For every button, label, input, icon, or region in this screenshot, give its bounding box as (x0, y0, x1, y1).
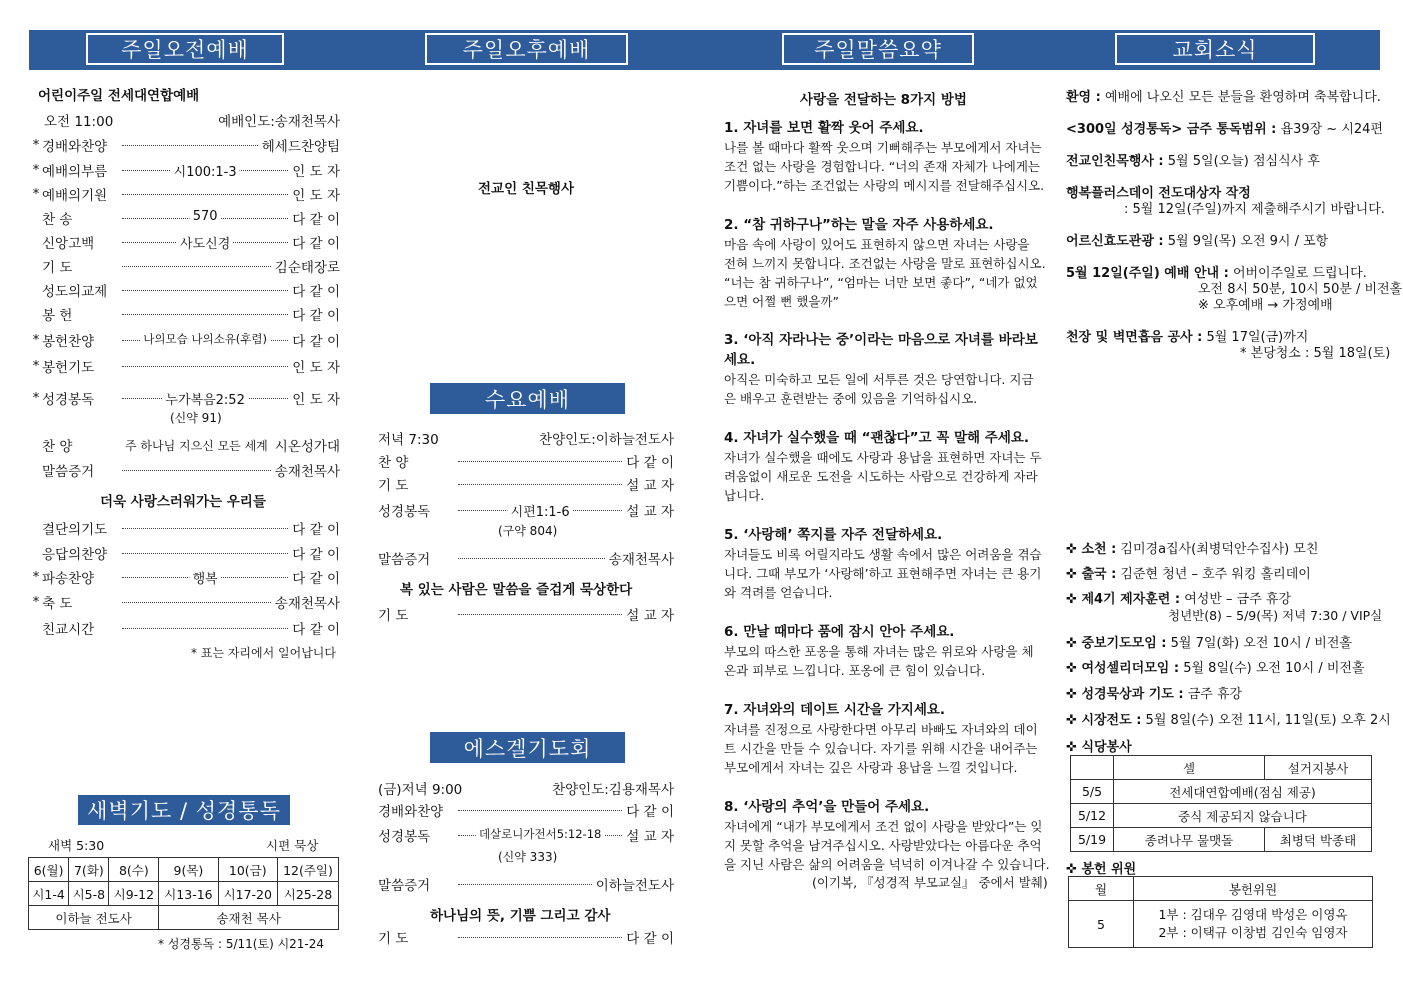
order-dots (122, 145, 258, 146)
news-text: 어버이주일로 드립니다. (1232, 266, 1367, 281)
order-val: 다 같 이 (292, 212, 340, 228)
offering-line-2: 2부 : 이택규 이창범 김인숙 임영자 (1158, 925, 1348, 940)
order-mid: 행복 (190, 568, 221, 587)
news-text: 5월 17일(금)까지 (1206, 330, 1309, 345)
bullet-label: 제4기 제자훈련 : (1081, 592, 1181, 607)
cafe-header-cell: 셀 (1114, 756, 1265, 780)
summary-paragraph (724, 642, 1042, 680)
order-mark: * (32, 594, 40, 610)
order-row (30, 232, 340, 252)
bullet-text: 김준현 청년 – 호주 워킹 홀리데이 (1120, 567, 1311, 582)
news-welcome (1066, 86, 1381, 105)
morning-title: 어린이주일 전세대연합예배 (38, 88, 200, 104)
order-row (30, 356, 340, 376)
order-dots (122, 266, 271, 267)
eskel-service (378, 776, 674, 956)
order-name: 예배의부름 (42, 164, 108, 180)
order-name: 기 도 (378, 931, 409, 947)
summary-section (724, 426, 1042, 505)
order-val: 다 같 이 (292, 308, 340, 324)
order-name: 봉 헌 (42, 308, 73, 324)
order-name: 성경봉독 (42, 392, 95, 408)
dawn-day: 6(월) (29, 858, 69, 882)
order-val: 인 도 자 (292, 164, 340, 180)
order-val: 다 같 이 (626, 931, 674, 947)
summary-paragraph (724, 817, 1050, 874)
order-name: 기 도 (378, 608, 409, 624)
summary-line: 니다. 그때 부모가 ‘사랑해’하고 표현해주면 자녀는 큰 용기 (724, 566, 1042, 581)
order-dots (122, 208, 288, 224)
news-youth: 청년반(8) – 5/9(목) 저녁 7:30 / VIP실 (1168, 608, 1383, 623)
order-row (378, 800, 674, 820)
bullet-text: 5월 8일(수) 오전 10시 / 비전홀 (1183, 661, 1365, 676)
summary-line: 자녀를 진정으로 사랑한다면 아무리 바빠도 자녀와의 데이 (724, 722, 1038, 737)
wednesday-sermon-title: 복 있는 사람은 말씀을 즐겁게 묵상한다 (400, 582, 633, 598)
order-mid: 누가복음2:52 (162, 389, 247, 408)
order-mid: 주 하나님 지으신 모든 세계 (125, 438, 268, 453)
news-text: 5월 9일(목) 오전 9시 / 포항 (1167, 234, 1329, 249)
order-dots (122, 236, 288, 252)
cafe-dish: 최병덕 박종태 (1265, 828, 1372, 852)
summary-paragraph (724, 235, 1046, 311)
order-mid: 데살로니가전서5:12-18 (476, 826, 604, 842)
order-dots (122, 366, 288, 367)
wednesday-sermon-row (378, 548, 674, 568)
news-may12-3: ※ 오후예배 → 가정예배 (1198, 298, 1333, 313)
morning-leader: 예배인도:송재천목사 (218, 114, 340, 130)
summary-paragraph (724, 138, 1045, 195)
order-val: 다 같 이 (292, 284, 340, 300)
order-dots (458, 826, 622, 841)
afternoon-header: 주일오후예배 (425, 33, 628, 65)
wednesday-scripture-sub: (구약 804) (498, 524, 558, 538)
cafe-cell: 전세대연합예배(점심 제공) (1114, 780, 1372, 804)
cross-circle-icon: ✜ (1066, 636, 1077, 651)
bullet-label: 출국 : (1081, 567, 1117, 582)
summary-line: 온과 피부로 느낍니다. 포옹에 큰 힘이 있습니다. (724, 663, 986, 678)
bullet-label: 식당봉사 (1081, 740, 1132, 755)
order-row (378, 825, 674, 845)
order-row (30, 160, 340, 180)
bullet-label: 여성셀리더모임 : (1081, 661, 1180, 676)
morning-note: * 표는 자리에서 일어납니다 (191, 646, 336, 660)
wednesday-header: 수요예배 (430, 383, 625, 414)
order-dots (458, 810, 622, 811)
order-name: 찬 양 (378, 455, 409, 471)
bullet-text: 여성반 – 금주 휴강 (1184, 592, 1292, 607)
order-dots (458, 504, 622, 520)
order-row (378, 451, 674, 471)
news-happy-label: 행복플러스데이 전도대상자 작정 (1066, 186, 1251, 201)
news-text: 욥39장 ~ 시24편 (1280, 122, 1383, 137)
order-dots (122, 194, 288, 195)
order-val: 이하늘전도사 (595, 878, 674, 894)
wednesday-service (378, 426, 674, 626)
eskel-leader: 찬양인도:김용재목사 (552, 782, 674, 798)
order-name: 봉헌찬양 (42, 334, 95, 350)
cafe-date: 5/19 (1071, 828, 1114, 852)
cafe-date: 5/5 (1071, 780, 1114, 804)
news-fellowship (1066, 150, 1320, 169)
summary-paragraph (724, 545, 1042, 602)
order-name: 응답의찬양 (42, 547, 108, 563)
order-val: 인 도 자 (292, 188, 340, 204)
order-dots (122, 164, 288, 180)
news-happy: : 5월 12일(주일)까지 제출해주시기 바랍니다. (1124, 202, 1385, 217)
cross-circle-icon: ✜ (1066, 567, 1077, 582)
cafe-table (1070, 755, 1372, 852)
offering-members (1134, 901, 1373, 948)
dawn-reading: 시9-12 (109, 882, 159, 906)
order-dots (122, 331, 288, 346)
cafe-header-dish: 설거지봉사 (1265, 756, 1372, 780)
news-text: 5월 5일(오늘) 점심식사 후 (1167, 154, 1320, 169)
wednesday-time: 저녁 7:30 (378, 432, 439, 448)
wednesday-prayer-row (378, 604, 674, 624)
news-header: 교회소식 (1115, 33, 1315, 65)
order-val: 설 교 자 (626, 829, 674, 845)
offering-month: 5 (1069, 901, 1134, 948)
summary-heading: 4. 자녀가 실수했을 때 “괜찮다”고 꼭 말해 주세요. (724, 430, 1030, 446)
dawn-time: 새벽 5:30 (48, 838, 105, 853)
order-name: 성경봉독 (378, 504, 431, 520)
order-row (30, 543, 340, 563)
order-name: 신앙고백 (42, 236, 95, 252)
afternoon-event: 전교인 친목행사 (478, 181, 574, 197)
offering-header-month: 월 (1069, 877, 1134, 901)
summary-line: 부모의 따스한 포옹을 통해 자녀는 많은 위로와 사랑을 체 (724, 644, 1034, 659)
summary-heading: 2. “참 귀하구나”하는 말을 자주 사용하세요. (724, 217, 994, 233)
summary-line: 마음 속에 사랑이 있어도 표현하지 않으면 자녀는 사랑을 (724, 237, 1030, 252)
order-dots (122, 571, 288, 587)
news-ceiling-2: * 본당청소 : 5월 18일(토) (1240, 346, 1391, 361)
order-name: 친교시간 (42, 622, 95, 638)
order-row (30, 592, 340, 612)
dawn-header: 새벽기도 / 성경통독 (78, 795, 290, 825)
news-elder (1066, 230, 1328, 249)
order-dots (122, 628, 288, 629)
cross-circle-icon: ✜ (1066, 592, 1077, 607)
cross-circle-icon: ✜ (1066, 713, 1077, 728)
summary-header: 주일말씀요약 (782, 33, 974, 65)
order-row (30, 518, 340, 538)
cafe-date: 5/12 (1071, 804, 1114, 828)
order-val: 다 같 이 (292, 334, 340, 350)
order-name: 결단의기도 (42, 522, 108, 538)
order-val: 헤세드찬양팀 (261, 139, 340, 155)
news-may12-2: 오전 8시 50분, 10시 50분 / 비전홀 (1198, 282, 1403, 297)
order-name: 파송찬양 (42, 571, 95, 587)
dawn-day: 7(화) (69, 858, 109, 882)
news-label: 환영 : (1066, 90, 1101, 105)
summary-line: 트 시간을 만들 수 있습니다. 자기를 위해 시간을 내어주는 (724, 741, 1038, 756)
dawn-table (28, 857, 339, 930)
order-val: 김순태장로 (274, 260, 340, 276)
order-dots (122, 392, 288, 408)
dawn-reading: 시13-16 (159, 882, 218, 906)
summary-line: 와 격려를 얻습니다. (724, 585, 833, 600)
news-bullet (1066, 538, 1318, 557)
news-bullet (1066, 709, 1391, 728)
cross-circle-icon: ✜ (1066, 862, 1077, 877)
news-label: 천장 및 벽면흡음 공사 : (1066, 330, 1203, 345)
order-row (30, 208, 340, 228)
eskel-time: (금)저녁 9:00 (378, 782, 463, 798)
order-name: 성경봉독 (378, 829, 431, 845)
cafe-cell: 중식 제공되지 않습니다 (1114, 804, 1372, 828)
morning-header: 주일오전예배 (86, 33, 284, 65)
dawn-reading: 시25-28 (277, 882, 338, 906)
order-mid: 570 (190, 209, 221, 224)
summary-line: “너는 참 귀하구나”, “엄마는 너만 보면 좋다”, “네가 없었 (724, 275, 1038, 290)
order-row (30, 618, 340, 638)
bullet-label: 시장전도 : (1081, 713, 1142, 728)
summary-line: 자녀에게 “내가 부모에게서 조건 없이 사랑을 받았다”는 잊 (724, 819, 1043, 834)
order-row (378, 500, 674, 520)
summary-line: 자녀들도 비록 어릴지라도 생활 속에서 많은 어려움을 겪습 (724, 547, 1042, 562)
summary-line: 은 배우고 훈련받는 중에 있음을 기억하십시오. (724, 391, 978, 406)
dawn-reading: 시1-4 (29, 882, 69, 906)
morning-sermon-row (30, 460, 340, 480)
order-dots (458, 461, 622, 462)
summary-title: 사랑을 전달하는 8가지 방법 (800, 92, 967, 108)
order-row (30, 567, 340, 587)
summary-paragraph (724, 448, 1042, 505)
morning-scripture-sub: (신약 91) (170, 411, 222, 425)
order-val: 송재천목사 (274, 596, 340, 612)
summary-source: (이기복, 『성경적 부모교실』 중에서 발췌) (812, 875, 1048, 890)
eskel-prayer-row (378, 927, 674, 947)
order-val: 인 도 자 (292, 392, 340, 408)
cross-circle-icon: ✜ (1066, 661, 1077, 676)
cross-circle-icon: ✜ (1066, 740, 1077, 755)
summary-section (724, 328, 1042, 408)
order-mark: * (32, 390, 40, 406)
order-val: 다 같 이 (292, 236, 340, 252)
morning-chanyang-row (30, 435, 340, 455)
summary-paragraph (724, 720, 1042, 777)
news-label: <300일 성경통독> 금주 통독범위 : (1066, 122, 1277, 137)
eskel-sermon-row (378, 874, 674, 894)
summary-line: 나를 볼 때마다 활짝 웃으며 기뻐해주는 부모에게서 자녀는 (724, 140, 1042, 155)
order-val: 다 같 이 (626, 804, 674, 820)
order-mark: * (32, 137, 40, 153)
summary-section (724, 795, 1050, 874)
order-row (378, 474, 674, 494)
order-row (30, 280, 340, 300)
news-bullet (1066, 736, 1132, 755)
summary-line: 조건 없는 사랑을 경험합니다. “너의 존재 자체가 나에게는 (724, 159, 1040, 174)
order-val: 다 같 이 (292, 522, 340, 538)
summary-line: 부모에게서 자녀는 깊은 사랑과 용납을 느낄 것입니다. (724, 760, 1018, 775)
order-name: 기 도 (378, 478, 409, 494)
news-bullet (1066, 563, 1311, 582)
summary-line: 려움없이 새로운 도전을 시도하는 사람으로 건강하게 자라 (724, 469, 1038, 484)
order-name: 경배와찬양 (378, 804, 444, 820)
summary-heading: 3. ‘아직 자라나는 중’이라는 마음으로 자녀를 바라보세요. (724, 332, 1038, 368)
order-mid: 사도신경 (177, 233, 233, 252)
summary-section (724, 620, 1042, 680)
dawn-reading: 시17-20 (218, 882, 277, 906)
summary-body (724, 116, 1050, 892)
summary-heading: 5. ‘사랑해’ 쪽지를 자주 전달하세요. (724, 527, 943, 543)
morning-time: 오전 11:00 (44, 114, 114, 130)
news-bullet (1066, 632, 1352, 651)
order-row (30, 330, 340, 350)
summary-heading: 1. 자녀를 보면 활짝 웃어 주세요. (724, 120, 924, 136)
order-name: 찬 송 (42, 212, 73, 228)
order-name: 말씀증거 (378, 552, 431, 568)
order-val: 다 같 이 (292, 622, 340, 638)
morning-service (30, 82, 340, 672)
bullet-label: 소천 : (1081, 542, 1117, 557)
order-val: 다 같 이 (292, 571, 340, 587)
order-row (30, 135, 340, 155)
cross-circle-icon: ✜ (1066, 687, 1077, 702)
offering-line-1: 1부 : 김대우 김영대 박성은 이영옥 (1158, 907, 1348, 922)
order-name: 봉헌기도 (42, 360, 95, 376)
news-label: 5월 12일(주일) 예배 안내 : (1066, 266, 1229, 281)
summary-heading: 6. 만날 때마다 품에 잠시 안아 주세요. (724, 624, 955, 640)
eskel-scripture-sub: (신약 333) (498, 850, 558, 864)
order-dots (122, 290, 288, 291)
order-val: 다 같 이 (626, 455, 674, 471)
order-mid: 나의모습 나의소유(후렴) (140, 331, 270, 347)
summary-section (724, 213, 1046, 311)
order-dots (122, 602, 271, 603)
summary-line: 납니다. (724, 488, 765, 503)
news-reading (1066, 118, 1383, 137)
morning-sermon-title: 더욱 사랑스러워가는 우리들 (100, 494, 266, 510)
order-val: 설 교 자 (626, 478, 674, 494)
order-dots (458, 484, 622, 485)
order-mark: * (32, 162, 40, 178)
news-bullet (1066, 683, 1242, 702)
bullet-label: 성경묵상과 기도 : (1081, 687, 1184, 702)
offering-label-wrap (1066, 858, 1136, 877)
news-label: 전교인친목행사 : (1066, 154, 1164, 169)
order-row (30, 388, 340, 408)
order-val: 송재천목사 (274, 464, 340, 480)
bullet-label: 중보기도모임 : (1081, 636, 1167, 651)
summary-line: 전혀 느끼지 못합니다. 조건없는 사랑을 말로 표현하십시오. (724, 256, 1046, 271)
cross-circle-icon: ✜ (1066, 542, 1077, 557)
offering-header-members: 봉헌위원 (1134, 877, 1373, 901)
order-val: 시온성가대 (274, 439, 340, 455)
dawn-day: 8(수) (109, 858, 159, 882)
order-dots (122, 528, 288, 529)
bullet-text: 5월 7일(화) 오전 10시 / 비전홀 (1170, 636, 1352, 651)
order-val: 설 교 자 (626, 504, 674, 520)
order-name: 성도의교제 (42, 284, 108, 300)
order-dots (122, 314, 288, 315)
dawn-reading: 시5-8 (69, 882, 109, 906)
order-row (30, 304, 340, 324)
order-name: 예배의기원 (42, 188, 108, 204)
order-val: 인 도 자 (292, 360, 340, 376)
dawn-day: 9(목) (159, 858, 218, 882)
order-row (30, 256, 340, 276)
order-mark: * (32, 332, 40, 348)
summary-line: 기쁨이다.”하는 조건없는 사랑의 메시지를 전달해주십시오. (724, 178, 1045, 193)
order-val: 송재천목사 (608, 552, 674, 568)
order-dots (122, 553, 288, 554)
summary-section (724, 698, 1042, 777)
order-name: 말씀증거 (378, 878, 431, 894)
order-mark: * (32, 569, 40, 585)
dawn-day: 10(금) (218, 858, 277, 882)
summary-section (724, 116, 1045, 195)
dawn-note: * 성경통독 : 5/11(토) 시21-24 (158, 937, 325, 951)
order-name: 경배와찬양 (42, 139, 108, 155)
order-mid: 시100:1-3 (171, 161, 240, 180)
summary-heading: 7. 자녀와의 데이트 시간을 가지세요. (724, 702, 946, 718)
order-mark: * (32, 186, 40, 202)
summary-line: 지 못할 추억을 남겨주십시오. 사랑받았다는 아름다운 추억 (724, 838, 1042, 853)
order-name: 기 도 (42, 260, 73, 276)
dawn-leader-2: 송재천 목사 (159, 906, 339, 930)
offering-label: 봉헌 위원 (1081, 862, 1137, 877)
dawn-psalm: 시편 묵상 (266, 838, 319, 853)
news-bullet (1066, 588, 1291, 607)
eskel-header: 에스겔기도회 (430, 732, 625, 763)
summary-heading: 8. ‘사랑의 추억’을 만들어 주세요. (724, 799, 930, 815)
bullet-text: 금주 휴강 (1187, 687, 1243, 702)
order-mark: * (32, 358, 40, 374)
order-name: 축 도 (42, 596, 73, 612)
order-mid: 시편1:1-6 (508, 501, 573, 520)
summary-paragraph (724, 370, 1042, 408)
eskel-sermon-title: 하나님의 뜻, 기쁨 그리고 감사 (430, 908, 611, 924)
summary-line: 아직은 미숙하고 모든 일에 서투른 것은 당연합니다. 지금 (724, 372, 1034, 387)
summary-line: 을 지닌 사람은 삶의 어려움을 넉넉히 이겨나갈 수 있습니다. (724, 857, 1050, 872)
news-bullet (1066, 657, 1365, 676)
summary-line: 자녀가 실수했을 때에도 사랑과 용납을 표현하면 자녀는 두 (724, 450, 1042, 465)
order-name: 찬 양 (42, 439, 73, 455)
cafe-cell: 종려나무 물맷돌 (1114, 828, 1265, 852)
bullet-text: 5월 8일(수) 오전 11시, 11일(토) 오후 2시 (1145, 713, 1391, 728)
order-name: 말씀증거 (42, 464, 95, 480)
order-val: 설 교 자 (626, 608, 674, 624)
bullet-text: 김미경a집사(최병덕안수집사) 모친 (1120, 542, 1319, 557)
news-label: 어르신효도관광 : (1066, 234, 1164, 249)
summary-line: 으면 어쩔 뻔 했을까” (724, 294, 839, 309)
offering-table (1068, 876, 1373, 948)
wednesday-leader: 찬양인도:이하늘전도사 (539, 432, 674, 448)
dawn-leader-1: 이하늘 전도사 (29, 906, 159, 930)
news-text: 예배에 나오신 모든 분들을 환영하며 축복합니다. (1104, 90, 1381, 105)
summary-section (724, 523, 1042, 602)
order-row (30, 184, 340, 204)
order-val: 다 같 이 (292, 547, 340, 563)
dawn-day: 12(주일) (277, 858, 338, 882)
